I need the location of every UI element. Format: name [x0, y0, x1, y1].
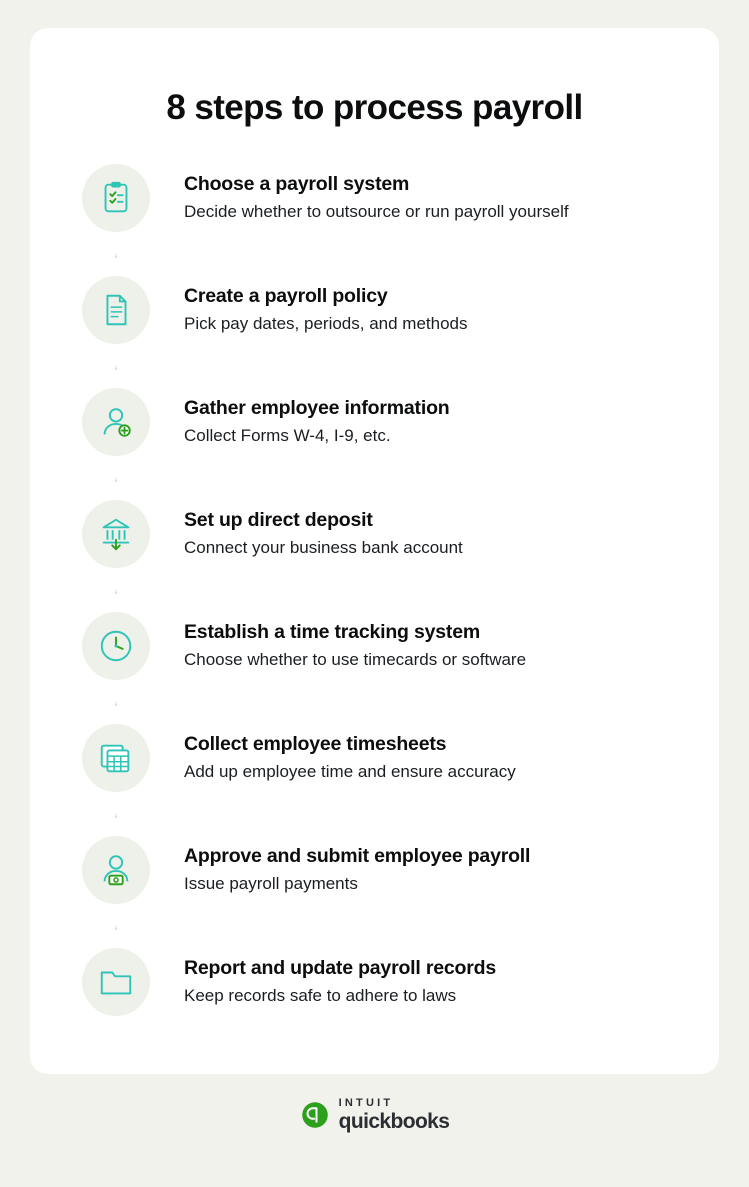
icon-column — [74, 388, 158, 500]
step-text — [158, 164, 569, 223]
logo-wordmark — [339, 1098, 450, 1132]
list-item — [74, 276, 689, 388]
icon-column — [74, 500, 158, 612]
list-item — [74, 948, 689, 1032]
icon-column — [74, 948, 158, 1016]
quickbooks-mark-icon — [300, 1100, 330, 1130]
steps-list — [30, 164, 719, 1032]
step-title: Report and update payroll records — [184, 957, 496, 979]
icon-column — [74, 836, 158, 948]
step-description: Keep records safe to adhere to laws — [184, 986, 457, 1006]
list-item — [74, 388, 689, 500]
step-title: Create a payroll policy — [184, 285, 388, 307]
step-connector-arrow — [115, 792, 117, 836]
step-text — [158, 724, 516, 783]
icon-column — [74, 612, 158, 724]
bank-deposit-icon — [82, 500, 150, 568]
step-connector-arrow — [115, 456, 117, 500]
footer — [300, 1098, 450, 1132]
step-text — [158, 500, 463, 559]
list-item — [74, 612, 689, 724]
infographic-card — [30, 28, 719, 1074]
list-item — [74, 836, 689, 948]
folder-icon — [82, 948, 150, 1016]
page-title: 8 steps to process payroll — [166, 88, 583, 127]
step-description: Choose whether to use timecards or software — [184, 650, 527, 670]
step-title: Approve and submit employee payroll — [184, 845, 531, 867]
step-connector-arrow — [115, 568, 117, 612]
step-text — [158, 388, 450, 447]
step-description: Issue payroll payments — [184, 874, 358, 894]
timesheets-icon — [82, 724, 150, 792]
list-item — [74, 500, 689, 612]
step-text — [158, 276, 468, 335]
step-connector-arrow — [115, 344, 117, 388]
step-description: Connect your business bank account — [184, 538, 463, 558]
user-payment-icon — [82, 836, 150, 904]
step-title: Choose a payroll system — [184, 173, 410, 195]
step-title: Set up direct deposit — [184, 509, 373, 531]
document-lines-icon — [82, 276, 150, 344]
step-text — [158, 836, 530, 895]
step-text — [158, 948, 496, 1007]
icon-column — [74, 724, 158, 836]
clock-icon — [82, 612, 150, 680]
quickbooks-logo — [300, 1098, 450, 1132]
icon-column — [74, 276, 158, 388]
intuit-wordmark: INTUIT — [338, 1097, 394, 1109]
step-title: Gather employee information — [184, 397, 450, 419]
step-description: Pick pay dates, periods, and methods — [184, 314, 468, 334]
add-user-icon — [82, 388, 150, 456]
icon-column — [74, 164, 158, 276]
step-connector-arrow — [115, 232, 117, 276]
step-text — [158, 612, 526, 671]
step-title: Establish a time tracking system — [184, 621, 480, 643]
clipboard-checklist-icon — [82, 164, 150, 232]
step-connector-arrow — [115, 680, 117, 724]
step-connector-arrow — [115, 904, 117, 948]
list-item — [74, 724, 689, 836]
step-description: Collect Forms W-4, I-9, etc. — [184, 426, 391, 446]
step-description: Add up employee time and ensure accuracy — [184, 762, 516, 782]
list-item — [74, 164, 689, 276]
step-title: Collect employee timesheets — [184, 733, 447, 755]
quickbooks-wordmark: quickbooks — [338, 1110, 450, 1133]
step-description: Decide whether to outsource or run payroll yourself — [184, 202, 569, 222]
